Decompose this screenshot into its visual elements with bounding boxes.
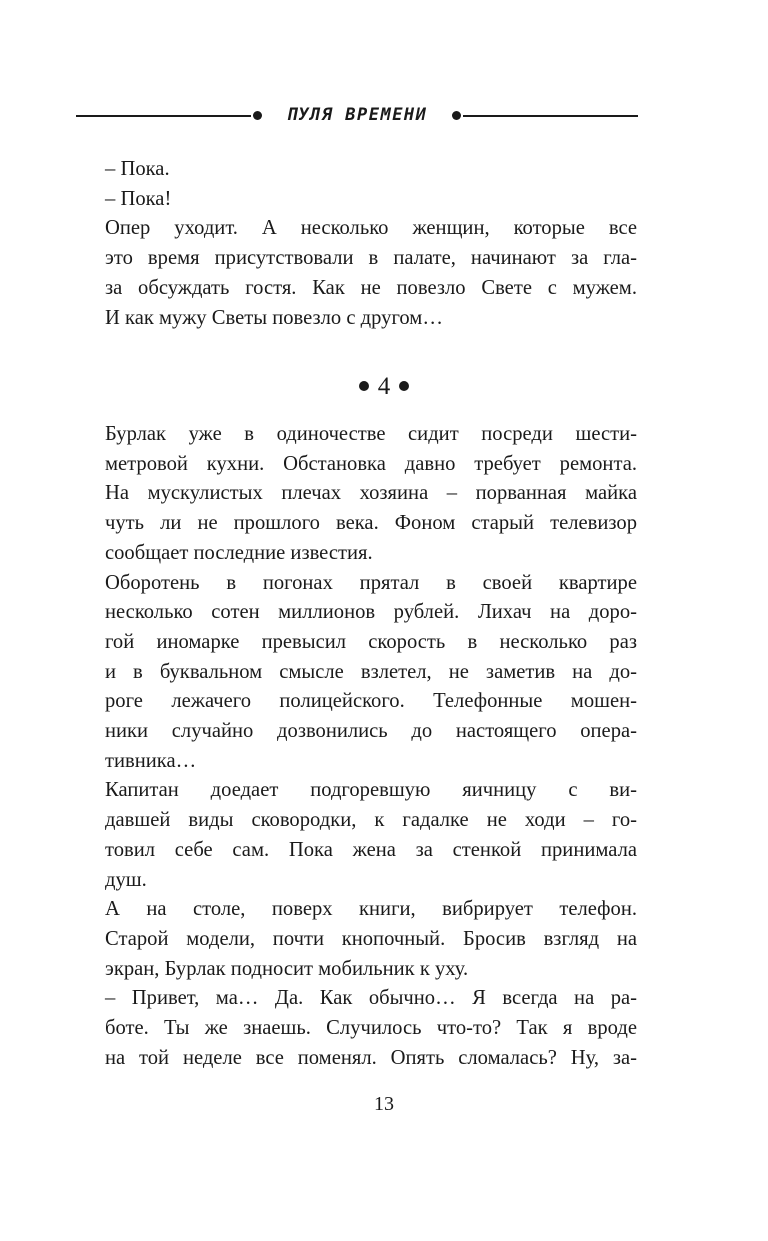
header-bullet-right bbox=[452, 111, 461, 120]
text-line: товил себе сам. Пока жена за стенкой принимала bbox=[105, 838, 637, 861]
text-line: роге лежачего полицейского. Телефонные мошен- bbox=[105, 690, 637, 713]
header-rule-left bbox=[76, 115, 251, 117]
text-line: душ. bbox=[105, 868, 147, 891]
chapter-number: 4 bbox=[377, 373, 391, 400]
text-line: – Пока. bbox=[105, 158, 170, 180]
paragraph bbox=[77, 984, 637, 1073]
paragraph bbox=[77, 420, 637, 569]
text-line: тивника… bbox=[105, 749, 197, 772]
text-line: – Пока! bbox=[105, 187, 172, 210]
text-line: боте. Ты же знаешь. Случилось что-то? Так я вроде bbox=[105, 1017, 637, 1040]
paragraph bbox=[77, 895, 637, 984]
text-line: несколько сотен миллионов рублей. Лихач на доро- bbox=[105, 601, 637, 624]
text-line: гой иномарке превысил скорость в несколько раз bbox=[105, 630, 637, 653]
text-line: и в буквальном смысле взлетел, не заметив на до- bbox=[105, 660, 637, 683]
page-number: 13 bbox=[374, 1093, 394, 1115]
chapter-heading bbox=[0, 372, 768, 402]
text-line: чуть ли не прошлого века. Фоном старый телевизор bbox=[105, 512, 637, 535]
paragraph bbox=[77, 776, 637, 895]
text-line: метровой кухни. Обстановка давно требует ремонта. bbox=[105, 452, 637, 475]
text-line: давшей виды сковородки, к гадалке не ходи – го- bbox=[105, 809, 637, 832]
paragraph bbox=[77, 214, 637, 333]
paragraph bbox=[77, 185, 637, 215]
text-line: – Привет, ма… Да. Как обычно… Я всегда на ра- bbox=[105, 987, 637, 1010]
header-bullet-left bbox=[253, 111, 262, 120]
text-line: сообщает последние известия. bbox=[105, 541, 373, 564]
running-head-title: ПУЛЯ ВРЕМЕНИ bbox=[286, 105, 428, 125]
chapter-bullet-right bbox=[399, 381, 409, 391]
text-line: А на столе, поверх книги, вибрирует телефон. bbox=[105, 898, 637, 921]
header-rule-right bbox=[463, 115, 638, 117]
running-header bbox=[76, 104, 638, 128]
text-line: экран, Бурлак подносит мобильник к уху. bbox=[105, 957, 469, 980]
text-line: Опер уходит. А несколько женщин, которые все bbox=[105, 217, 637, 240]
text-line: за обсуждать гостя. Как не повезло Свете с мужем. bbox=[105, 276, 637, 299]
paragraph bbox=[77, 569, 637, 777]
text-line: На мускулистых плечах хозяина – порванная майка bbox=[105, 482, 637, 505]
paragraph bbox=[77, 155, 637, 185]
text-block-chapter-body bbox=[77, 420, 637, 1073]
text-line: Оборотень в погонах прятал в своей квартире bbox=[105, 571, 637, 594]
text-line: Бурлак уже в одиночестве сидит посреди шести- bbox=[105, 423, 637, 445]
text-line: это время присутствовали в палате, начинают за гла- bbox=[105, 247, 637, 270]
text-block-before-chapter bbox=[77, 155, 637, 333]
text-line: ники случайно дозвонились до настоящего опера- bbox=[105, 720, 637, 743]
text-line: на той неделе все поменял. Опять сломалась? Ну, за- bbox=[105, 1046, 637, 1069]
text-line: Старой модели, почти кнопочный. Бросив взгляд на bbox=[105, 927, 637, 950]
chapter-bullet-left bbox=[359, 381, 369, 391]
text-line: Капитан доедает подгоревшую яичницу с ви- bbox=[105, 779, 637, 802]
text-line: И как мужу Светы повезло с другом… bbox=[105, 306, 443, 329]
